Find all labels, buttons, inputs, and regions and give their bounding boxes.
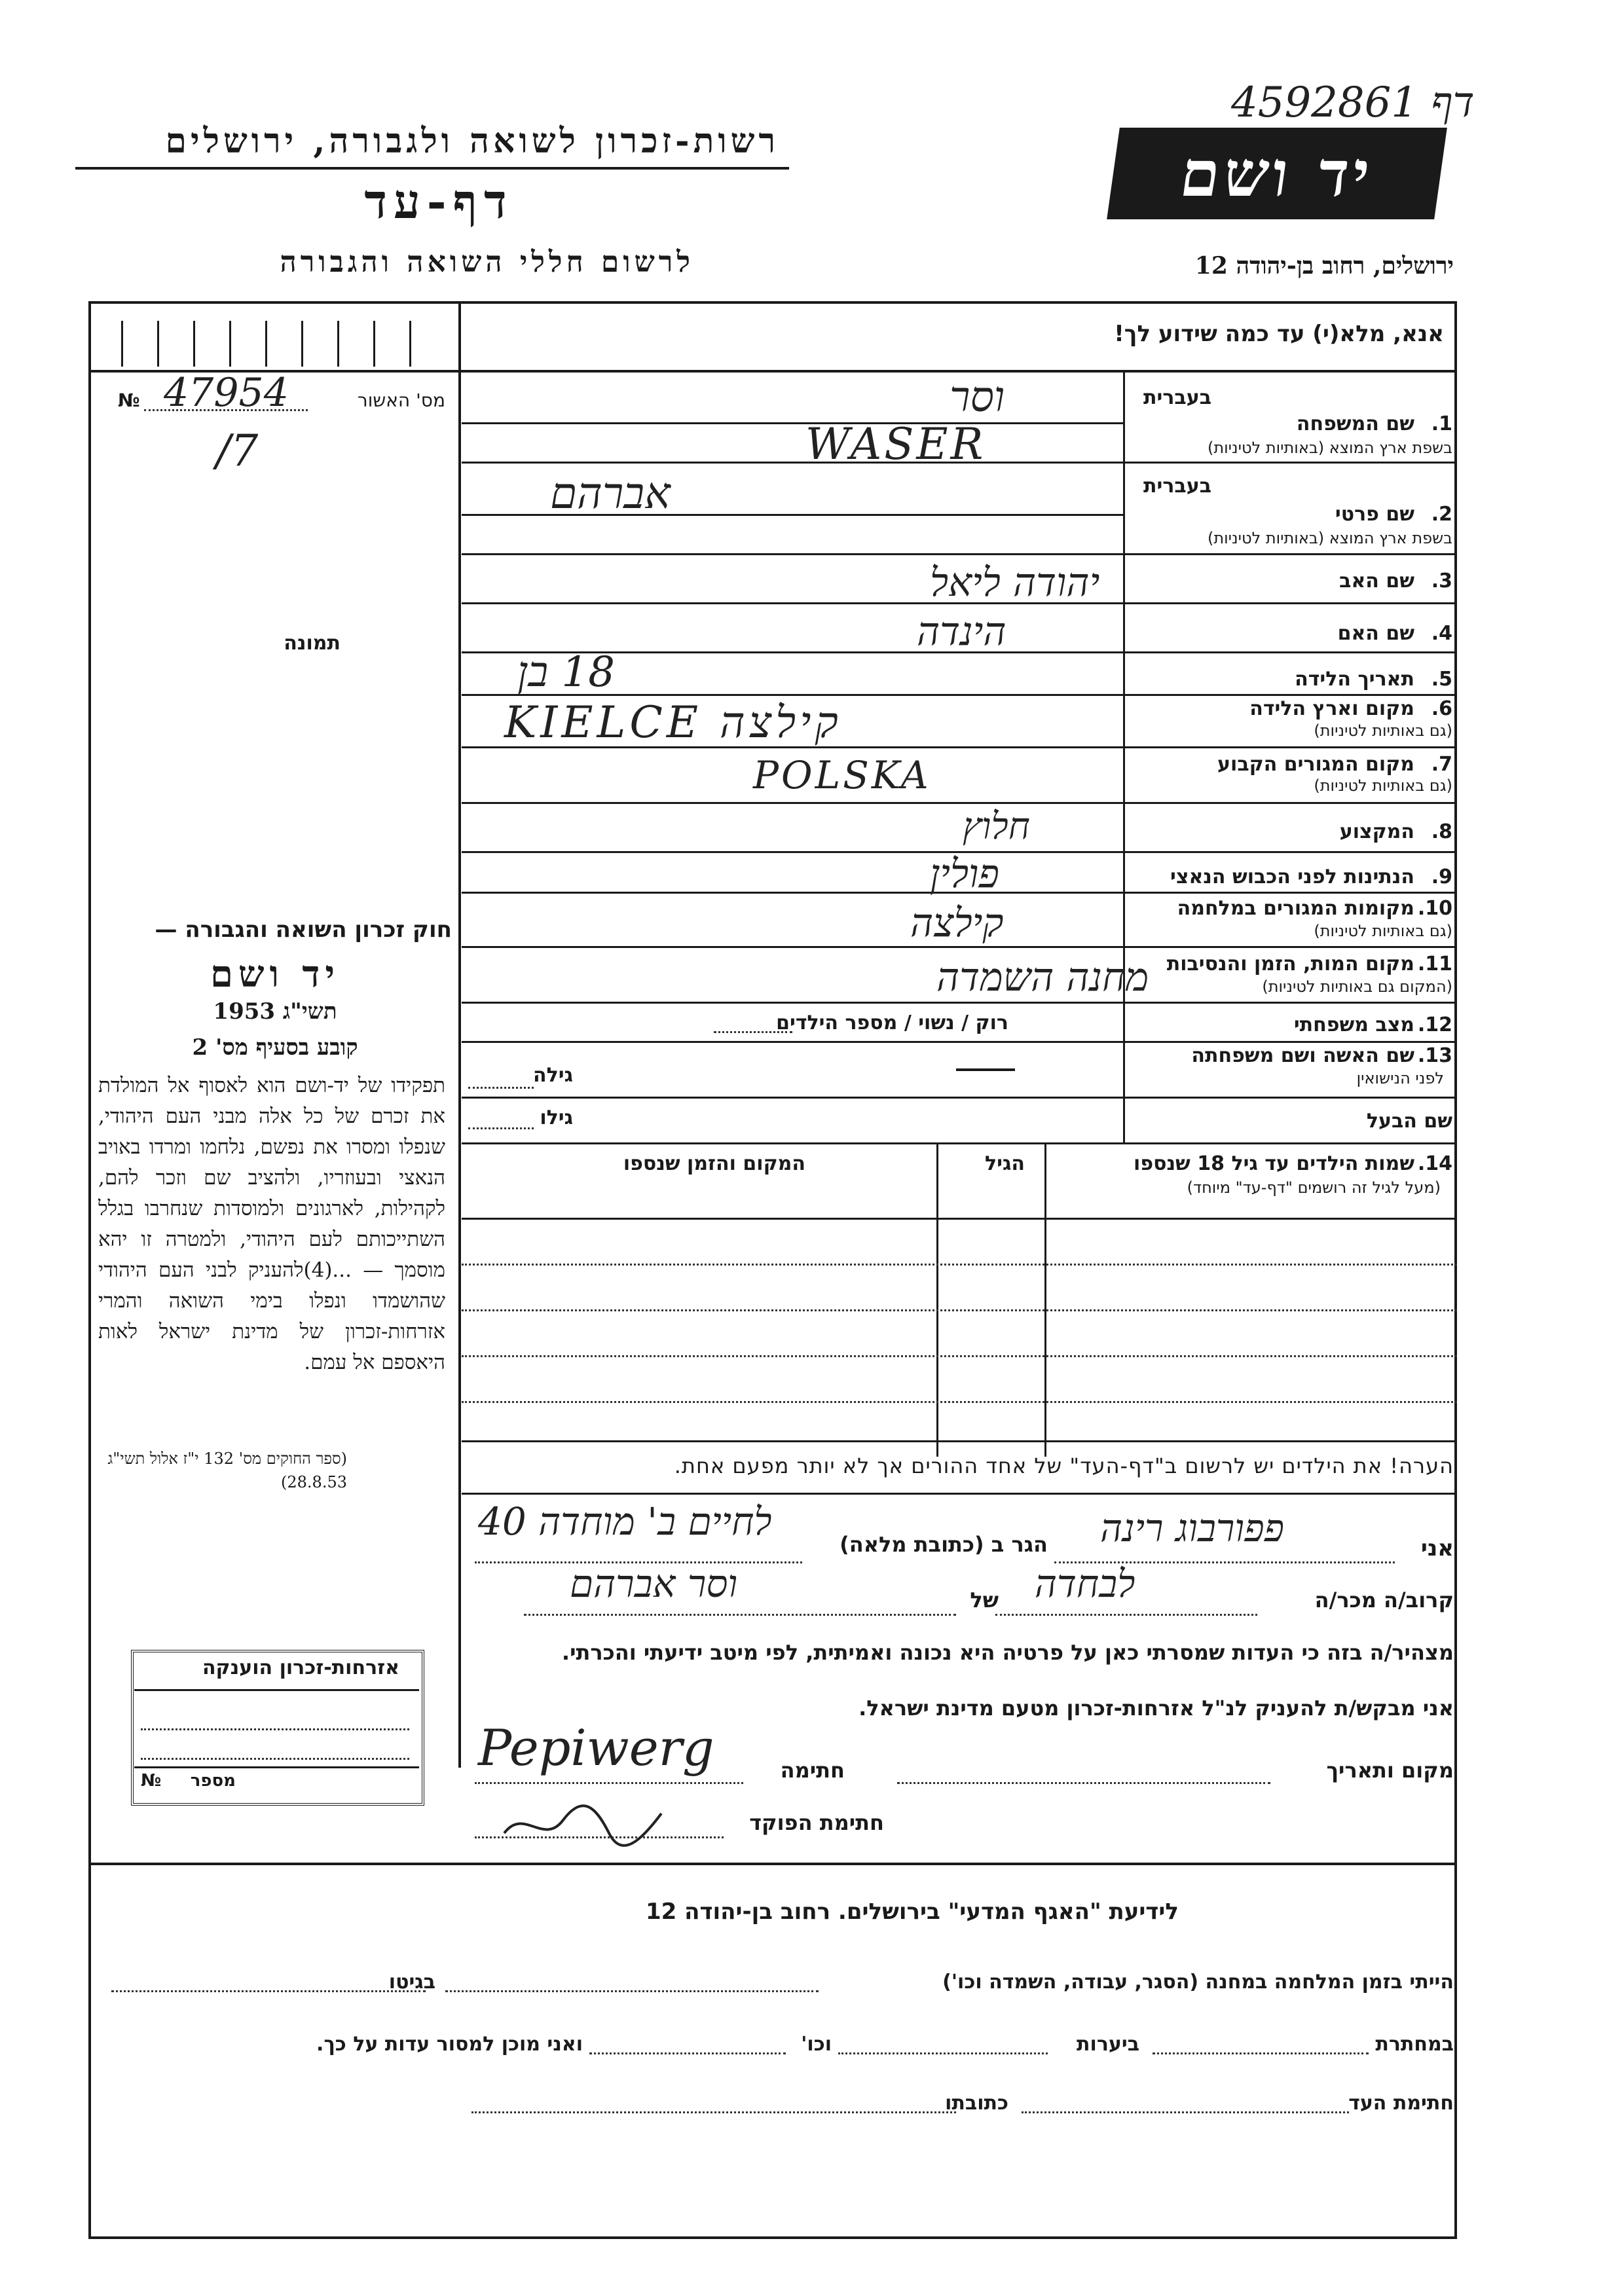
- field-4-value: הינדה: [917, 609, 1006, 655]
- field-3-label: שם האב: [1339, 570, 1414, 592]
- husband-age-dots: [468, 1127, 534, 1129]
- dash-mark: [956, 1068, 1015, 1071]
- footer-address-label: כתובתו: [945, 2092, 1008, 2115]
- field-8-label: המקצוע: [1339, 820, 1414, 843]
- row-line: [462, 1041, 1457, 1043]
- row-line: [462, 553, 1457, 555]
- field-11-sub: (המקום גם באותיות לטיניות): [1262, 977, 1452, 996]
- tick: [301, 321, 303, 367]
- approval-number: 47954: [164, 370, 289, 416]
- tick: [373, 321, 375, 367]
- approval-fraction: /7: [216, 426, 259, 476]
- of-label: של: [970, 1588, 999, 1613]
- field-4-label: שם האם: [1337, 622, 1414, 645]
- witness-label: אני: [1420, 1535, 1454, 1561]
- children-number: 14.: [1417, 1152, 1452, 1175]
- field-2-value: אברהם: [550, 468, 671, 519]
- field-10-value: קילצה: [910, 900, 1004, 946]
- children-bottom-line: [462, 1440, 1457, 1442]
- authority-underline: [75, 167, 789, 170]
- field-7-sub: (גם באותיות לטיניות): [1314, 776, 1452, 795]
- husband-label: שם הבעל: [1366, 1110, 1452, 1133]
- tick: [157, 321, 159, 367]
- of-value: וסר אברהם: [570, 1561, 738, 1606]
- field-3-value: יהודה ליאל: [930, 560, 1100, 606]
- label-column-divider: [1123, 370, 1125, 1142]
- hebrew-label-1: בעברית: [1143, 386, 1211, 409]
- law-reference: (ספר החוקים מס' 132 י"ז אלול תשי"ג 28.8.53): [107, 1449, 347, 1491]
- children-header-line: [462, 1218, 1457, 1220]
- law-text: תפקידו של יד-ושם הוא לאסוף אל המולדת את זכרם של כל אלה מבני העם היהודי, שנפלו ומסרו את נפשם, נלחמו ומרדו באויב הנאצי ובעוזריו, ולהציב שם וזכר להם, לקהילות, לארגונים ולמוסדות שנחרבו בגלל השתייכותם לעם היהודי, ולמטרה זו יהא מוסמך — ...(4)להעניק לבני העם היהודי שהושמדו ונפלו בימי השואה והמרי אזרחות-זכרון של מדינת ישראל לאות היאספם אל עמם.: [98, 1074, 445, 1374]
- field-6-value: KIELCE קילצה: [504, 697, 842, 748]
- footer-address-dots: [471, 2111, 956, 2113]
- field-1-value-latin: WASER: [805, 419, 986, 469]
- children-age-column: הגיל: [985, 1152, 1025, 1175]
- yad-vashem-logo: [1107, 128, 1447, 219]
- relative-value: לבחדה: [1035, 1561, 1135, 1606]
- citizenship-dots: [141, 1728, 409, 1730]
- field-10-number: 10.: [1417, 897, 1452, 920]
- tick: [265, 321, 267, 367]
- approval-number-sign: №: [118, 390, 140, 411]
- field-1-label: שם המשפחה: [1296, 412, 1414, 435]
- footer-forests-label: ביערות: [1077, 2033, 1139, 2056]
- row-line: [462, 802, 1457, 804]
- children-row: [462, 1355, 1457, 1357]
- officer-signature-label: חתימת הפוקד: [749, 1810, 884, 1835]
- relative-dots: [995, 1614, 1257, 1616]
- field-2-label: שם פרטי: [1335, 503, 1414, 526]
- place-date-dots: [897, 1782, 1270, 1784]
- row-line: [462, 946, 1457, 948]
- field-2-number: 2.: [1431, 503, 1452, 526]
- address-value: לחיים ב' מוחדה 40: [478, 1499, 772, 1544]
- citizenship-line: [134, 1766, 419, 1768]
- field-12-value: רוק / נשוי / מספר הילדים: [776, 1011, 1008, 1034]
- wife-age-dots: [468, 1087, 534, 1089]
- hebrew-label-2: בעברית: [1143, 475, 1211, 498]
- children-row: [462, 1264, 1457, 1266]
- field-10-sub: (גם באותיות לטיניות): [1314, 922, 1452, 940]
- tick: [193, 321, 195, 367]
- citizenship-request: אני מבקש/ת להעניק לנ"ל אזרחות-זכרון מטעם מדינת ישראל.: [858, 1696, 1454, 1721]
- field-4-number: 4.: [1431, 622, 1452, 645]
- place-date-label: מקום ותאריך: [1326, 1758, 1454, 1783]
- tick: [121, 321, 123, 367]
- witness-name: פפורבוג רינה: [1100, 1506, 1285, 1550]
- citizenship-number-label: מספר: [190, 1771, 236, 1791]
- field-5-value: 18 בן: [517, 648, 615, 697]
- field-7-number: 7.: [1431, 753, 1452, 776]
- field-1-value-hebrew: וסר: [950, 373, 1005, 422]
- field-6-number: 6.: [1431, 697, 1452, 720]
- field-13-sub: לפני הנישואין: [1356, 1069, 1444, 1087]
- children-place-column: המקום והזמן שנספו: [623, 1152, 805, 1175]
- footer-etc-dots: [589, 2052, 786, 2054]
- law-title: חוק זכרון השואה והגבורה —: [155, 917, 452, 943]
- field-8-value: חלוץ: [963, 805, 1030, 848]
- field-10-label: מקומות המגורים במלחמה: [1177, 897, 1414, 920]
- citizenship-dots: [141, 1758, 409, 1760]
- footer-underground-dots: [1153, 2052, 1369, 2054]
- signature-dots: [475, 1782, 743, 1784]
- field-7-value: POLSKA: [753, 753, 931, 797]
- children-sub: (מעל לגיל זה רושמים "דף-עד" מיוחד): [1187, 1178, 1441, 1197]
- field-2-sub: בשפת ארץ המוצא (באותיות לטיניות): [1208, 529, 1452, 547]
- row-line: [462, 1097, 1457, 1099]
- field-6-sub: (גם באותיות לטיניות): [1314, 721, 1452, 740]
- field-8-number: 8.: [1431, 820, 1452, 843]
- of-dots: [524, 1614, 956, 1616]
- footer-ghetto-dots: [111, 1990, 426, 1992]
- declaration: מצהיר/ה בזה כי העדות שמסרתי כאן על פרטיה היא נכונה ואמיתית, לפי מיטב ידיעתי והכרתי.: [561, 1640, 1454, 1665]
- footer-camp-dots: [445, 1990, 819, 1992]
- children-count-dots: [714, 1031, 792, 1033]
- footer-notice: לידיעת "האגף המדעי" בירושלים. רחוב בן-יהודה 12: [645, 1899, 1179, 1925]
- authority-name: רשות-זכרון לשואה ולגבורה, ירושלים: [165, 121, 779, 161]
- form-title: דף-עד: [364, 173, 513, 229]
- top-row-line: [88, 370, 1457, 373]
- field-13-number: 13.: [1417, 1044, 1452, 1067]
- footer-etc-label: וכו': [801, 2033, 832, 2056]
- children-note: הערה! את הילדים יש לרשום ב"דף-העד" של אחד ההורים אך לא יותר מפעם אחת.: [674, 1453, 1454, 1478]
- tick: [337, 321, 339, 367]
- row-line: [462, 1142, 1457, 1144]
- field-3-number: 3.: [1431, 570, 1452, 592]
- sidebar-divider: [458, 301, 461, 1768]
- footer-underground-label: במחתרת: [1375, 2033, 1454, 2056]
- field-9-value: פולין: [930, 851, 999, 897]
- relative-label: קרוב/ה מכר/ה: [1314, 1588, 1454, 1613]
- row-line: [462, 422, 1123, 424]
- wife-age-label: גילה: [533, 1064, 573, 1087]
- citizenship-line: [134, 1689, 419, 1691]
- field-12-label: מצב משפחתי: [1293, 1013, 1414, 1036]
- form-subtitle: לרשום חללי השואה והגבורה: [280, 246, 694, 279]
- officer-signature: [498, 1794, 668, 1853]
- footer-forests-dots: [838, 2052, 1048, 2054]
- footer-camp-label: הייתי בזמן המלחמה במחנה (הסגר, עבודה, השמדה וכו'): [942, 1971, 1454, 1994]
- address: ירושלים, רחוב בן-יהודה 12: [1194, 252, 1454, 280]
- witness-signature: Pepiwerg: [478, 1719, 714, 1777]
- form-intro: אנא, מלא(י) עד כמה שידוע לך!: [1114, 321, 1444, 347]
- law-section: קובע בסעיף מס' 2: [192, 1034, 358, 1061]
- citizenship-number-sign: №: [141, 1771, 162, 1791]
- field-11-value: מחנה השמדה: [936, 955, 1149, 1000]
- field-6-label: מקום וארץ הלידה: [1249, 697, 1414, 720]
- children-row: [462, 1309, 1457, 1311]
- tick: [229, 321, 231, 367]
- husband-age-label: גילו: [540, 1106, 573, 1129]
- field-1-sub: בשפת ארץ המוצא (באותיות לטיניות): [1208, 439, 1452, 457]
- archive-number: 4592861 דף: [1231, 79, 1475, 127]
- footer-witness-signature-dots: [1022, 2111, 1349, 2113]
- field-11-number: 11.: [1417, 953, 1452, 975]
- field-7-label: מקום המגורים הקבוע: [1217, 753, 1414, 776]
- law-years: תשי"ג 1953: [213, 998, 337, 1025]
- footer-divider: [88, 1863, 1457, 1865]
- children-row: [462, 1401, 1457, 1403]
- citizenship-title: אזרחות-זכרון הוענקה: [202, 1656, 399, 1679]
- field-9-number: 9.: [1431, 866, 1452, 888]
- address-label: הגר ב (כתובת מלאה): [840, 1532, 1048, 1557]
- law-name: יד ושם: [210, 953, 341, 996]
- field-1-number: 1.: [1431, 412, 1452, 435]
- tick: [409, 321, 411, 367]
- footer-witness-signature-label: חתימת העד: [1348, 2092, 1454, 2115]
- field-9-label: הנתינות לפני הכבוש הנאצי: [1170, 866, 1414, 888]
- logo-text: יד ושם: [1175, 136, 1378, 211]
- signature-label: חתימה: [780, 1758, 845, 1783]
- approval-label: מס' האשור: [357, 390, 445, 411]
- field-13-label: שם האשה ושם משפחתה: [1191, 1044, 1414, 1067]
- field-5-number: 5.: [1431, 668, 1452, 691]
- row-line: [462, 1002, 1457, 1004]
- footer-ghetto-label: בגיטו: [388, 1971, 435, 1994]
- children-col-divider: [1044, 1142, 1046, 1457]
- photo-label: תמונה: [284, 632, 341, 655]
- field-5-label: תאריך הלידה: [1295, 668, 1414, 691]
- children-col-divider: [936, 1142, 938, 1457]
- field-11-label: מקום המות, הזמן והנסיבות: [1166, 953, 1414, 975]
- footer-willing-label: ואני מוכן למסור עדות על כך.: [316, 2033, 583, 2056]
- field-12-number: 12.: [1417, 1013, 1452, 1036]
- children-label: שמות הילדים עד גיל 18 שנספו: [1134, 1152, 1414, 1175]
- note-line: [462, 1493, 1457, 1495]
